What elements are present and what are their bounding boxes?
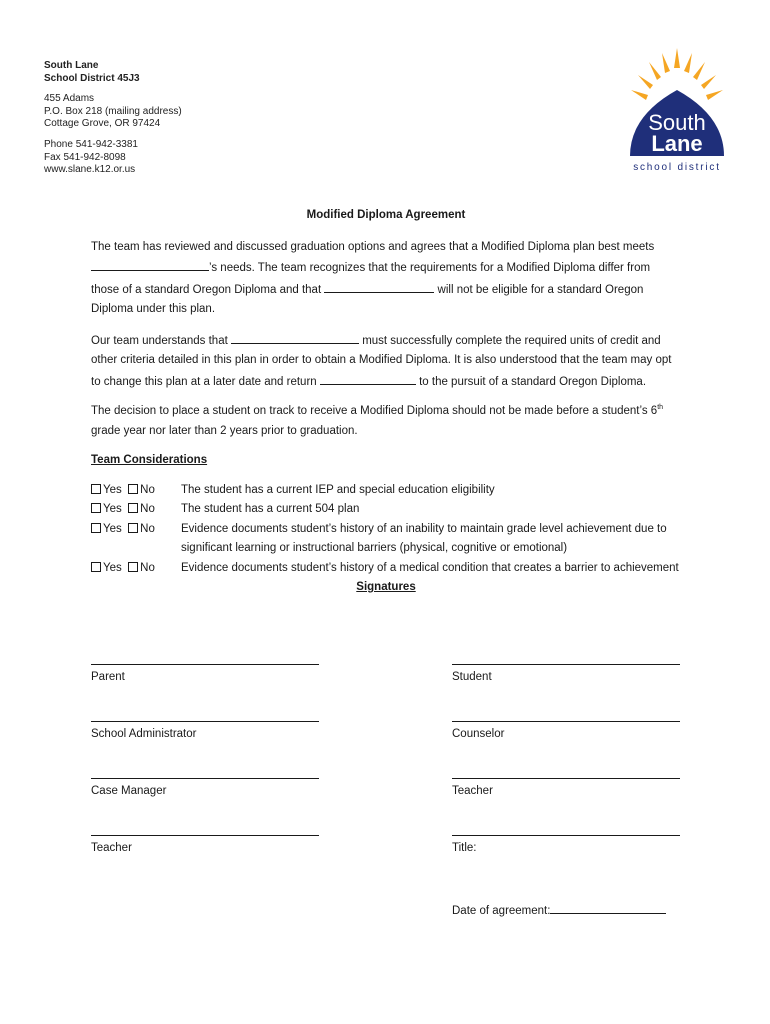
signature-label: Title: — [452, 842, 477, 854]
no-checkbox[interactable] — [128, 562, 138, 572]
signature-teacher[interactable] — [452, 778, 680, 797]
consideration-row: Yes No The student has a current 504 plan — [91, 500, 681, 520]
signature-label: School Administrator — [91, 728, 197, 740]
yes-checkbox[interactable] — [91, 503, 101, 513]
consideration-text: The student has a current 504 plan — [181, 503, 360, 515]
signature-label: Teacher — [452, 785, 493, 797]
signature-label: Parent — [91, 671, 125, 683]
signature-label: Teacher — [91, 842, 132, 854]
team-considerations-heading: Team Considerations — [91, 454, 208, 466]
logo-text-lane: Lane — [651, 131, 703, 156]
mailing-address: P.O. Box 218 (mailing address) — [44, 105, 182, 117]
district-logo — [622, 44, 732, 174]
logo-text-south: South — [648, 110, 706, 135]
street-address: 455 Adams — [44, 93, 95, 105]
signature-school-administrator[interactable] — [91, 721, 319, 740]
document-title: Modified Diploma Agreement — [306, 209, 466, 221]
signature-label: Case Manager — [91, 785, 167, 797]
consideration-row: Yes No The student has a current IEP and special education eligibility — [91, 481, 681, 501]
student-name-blank[interactable] — [91, 257, 209, 271]
consideration-row: Yes No Evidence documents student’s history of a medical condition that creates a barrier to achievement — [91, 559, 681, 579]
consideration-text: The student has a current IEP and special education eligibility — [181, 483, 495, 496]
no-checkbox[interactable] — [128, 503, 138, 513]
signature-label: Student — [452, 671, 492, 683]
date-label: Date of agreement: — [452, 905, 551, 917]
signature-counselor[interactable] — [452, 721, 680, 740]
yes-checkbox[interactable] — [91, 562, 101, 572]
district-header — [44, 60, 182, 177]
student-name-blank[interactable] — [231, 330, 359, 344]
student-name-blank[interactable] — [324, 279, 434, 293]
paragraph-team-understands: Our team understands that must successfully complete the required units of credit and other criteria detailed in this plan in order to obtain a Modified Diploma. It is also understood that the team may opt to change this plan at a later date and return to the pursuit of a standard Oregon Diploma. — [91, 330, 681, 393]
consideration-text: Evidence documents student’s history of a medical condition that creates a barrier to achievement — [181, 561, 679, 574]
paragraph-team-review: The team has reviewed and discussed graduation options and agrees that a Modified Diploma plan best meets ’s needs. The team recognizes that the requirements for a Modified Diploma differ from those of a standard Oregon Diploma and that will not be eligible for a standard Oregon Diploma under this plan. — [91, 240, 655, 315]
website-link: www.slane.k12.or.us — [44, 164, 136, 176]
yes-checkbox[interactable] — [91, 523, 101, 533]
no-checkbox[interactable] — [128, 484, 138, 494]
signature-student[interactable] — [452, 664, 680, 683]
sun-logo-icon — [622, 44, 732, 174]
student-name-blank[interactable] — [320, 371, 416, 385]
no-checkbox[interactable] — [128, 523, 138, 533]
logo-text-school-district: school district — [633, 162, 721, 173]
yes-checkbox[interactable] — [91, 484, 101, 494]
signature-title[interactable] — [452, 835, 680, 854]
date-of-agreement — [452, 900, 666, 917]
signature-label: Counselor — [452, 728, 505, 740]
district-name: South Lane — [44, 60, 99, 71]
signature-teacher[interactable] — [91, 835, 319, 854]
consideration-row: Yes No Evidence documents student’s history of an inability to maintain grade level achievement due to significant learning or instructional barriers (physical, cognitive or emotional) — [91, 520, 681, 559]
signature-parent[interactable] — [91, 664, 319, 683]
signatures-heading: Signatures — [356, 581, 416, 593]
city-address: Cottage Grove, OR 97424 — [44, 118, 161, 130]
agreement-document — [91, 206, 681, 598]
paragraph-decision-timing: The decision to place a student on track to receive a Modified Diploma should not be made before a student’s 6th grade year nor later than 2 years prior to graduation. — [91, 404, 664, 437]
phone-number: Phone 541-942-3381 — [44, 138, 138, 150]
consideration-text: Evidence documents student’s history of an inability to maintain grade level achievement due to significant learning or instructional barriers (physical, cognitive or emotional) — [181, 522, 667, 554]
fax-number: Fax 541-942-8098 — [44, 151, 126, 163]
date-input-blank[interactable] — [550, 900, 666, 914]
district-number: School District 45J3 — [44, 72, 140, 84]
signature-case-manager[interactable] — [91, 778, 319, 797]
